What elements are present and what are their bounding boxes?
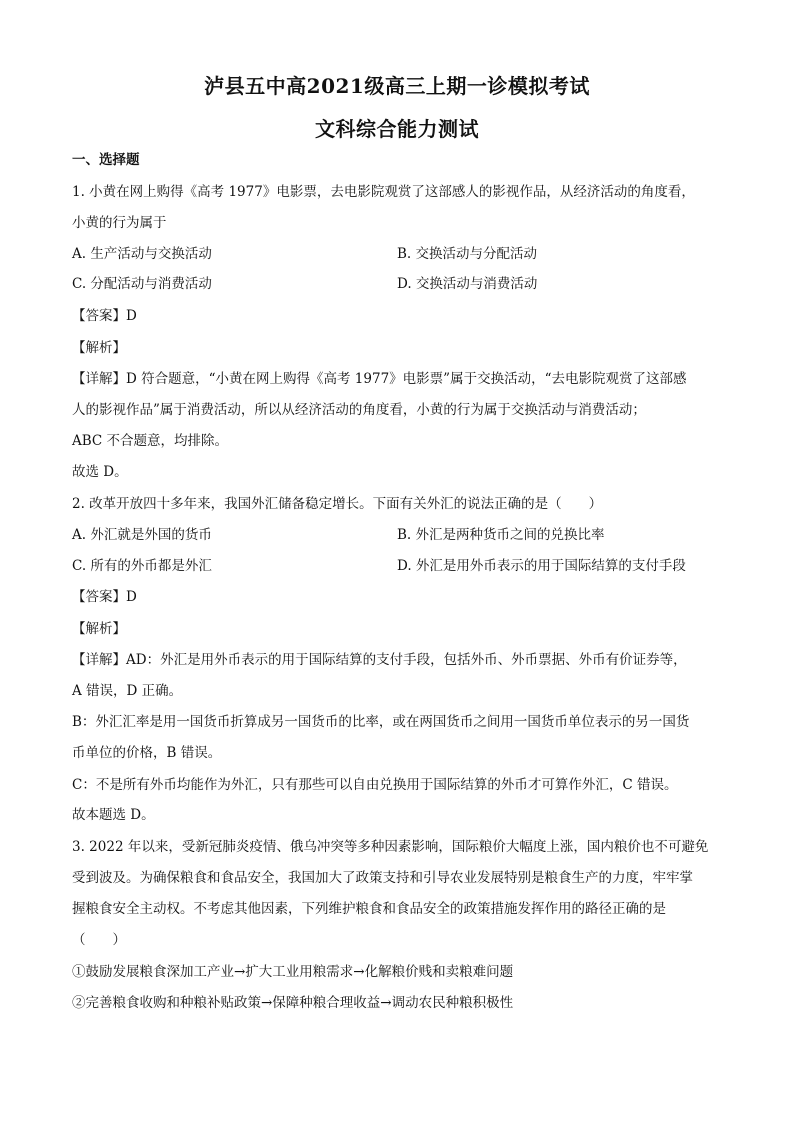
q1-option-a: A. 生产活动与交换活动: [72, 246, 212, 262]
q2-option-b: B. 外汇是两种货币之间的兑换比率: [397, 527, 605, 543]
q1-answer: 【答案】D: [72, 308, 137, 324]
q1-option-d: D. 交换活动与消费活动: [397, 276, 538, 292]
q1-stem-line-1: 1. 小黄在网上购得《高考 1977》电影票，去电影院观赏了这部感人的影视作品，从经济活动的角度看，: [72, 184, 695, 200]
q2-stem: 2. 改革开放四十多年来，我国外汇储备稳定增长。下面有关外汇的说法正确的是（ ）: [72, 496, 603, 512]
q3-item-2: ②完善粮食收购和种粮补贴政策→保障种粮合理收益→调动农民种粮积极性: [72, 995, 514, 1011]
q2-analysis-label: 【解析】: [72, 621, 126, 637]
q3-stem-line-1: 3. 2022 年以来，受新冠肺炎疫情、俄乌冲突等多种因素影响，国际粮价大幅度上涨，国内粮价也不可避免: [72, 839, 709, 855]
q2-answer: 【答案】D: [72, 589, 137, 605]
q1-conclusion: 故选 D。: [72, 464, 128, 480]
q1-detail-line-1: 【详解】D 符合题意，“小黄在网上购得《高考 1977》电影票”属于交换活动，“去电影院观赏了这部感: [72, 371, 687, 387]
q1-option-c: C. 分配活动与消费活动: [72, 276, 212, 292]
exam-title: 泸县五中高2021级高三上期一诊模拟考试: [204, 74, 590, 98]
q1-analysis-label: 【解析】: [72, 340, 126, 356]
q1-option-b: B. 交换活动与分配活动: [397, 246, 538, 262]
q2-option-c: C. 所有的外币都是外汇: [72, 558, 212, 574]
q3-stem-line-2: 受到波及。为确保粮食和食品安全，我国加大了政策支持和引导农业发展特别是粮食生产的力度，牢牢掌: [72, 870, 693, 886]
q2-detail-line-4: 币单位的价格，B 错误。: [72, 745, 222, 761]
q3-stem-line-4: （ ）: [72, 932, 126, 948]
q3-item-1: ①鼓励发展粮食深加工产业→扩大工业用粮需求→化解粮价贱和卖粮难问题: [72, 964, 514, 980]
q2-detail-line-1: 【详解】AD：外汇是用外币表示的用于国际结算的支付手段，包括外币、外币票据、外币有价证券等，: [72, 652, 687, 668]
q1-detail-line-3: ABC 不合题意，均排除。: [72, 433, 229, 449]
q2-detail-line-5: C：不是所有外币均能作为外汇，只有那些可以自由兑换用于国际结算的外币才可算作外汇，C 错误。: [72, 777, 678, 793]
q1-stem-line-2: 小黄的行为属于: [72, 215, 167, 231]
q3-stem-line-3: 握粮食安全主动权。不考虑其他因素，下列维护粮食和食品安全的政策措施发挥作用的路径正确的是: [72, 901, 666, 917]
q2-detail-line-2: A 错误，D 正确。: [72, 683, 183, 699]
exam-subtitle: 文科综合能力测试: [315, 117, 479, 141]
q2-detail-line-3: B：外汇汇率是用一国货币折算成另一国货币的比率，或在两国货币之间用一国货币单位表示的另一国货: [72, 714, 690, 730]
q1-detail-line-2: 人的影视作品”属于消费活动，所以从经济活动的角度看，小黄的行为属于交换活动与消费活动；: [72, 402, 646, 418]
q2-option-d: D. 外汇是用外币表示的用于国际结算的支付手段: [397, 558, 686, 574]
section-heading: 一、选择题: [72, 152, 140, 168]
q2-option-a: A. 外汇就是外国的货币: [72, 527, 212, 543]
q2-conclusion: 故本题选 D。: [72, 807, 155, 823]
